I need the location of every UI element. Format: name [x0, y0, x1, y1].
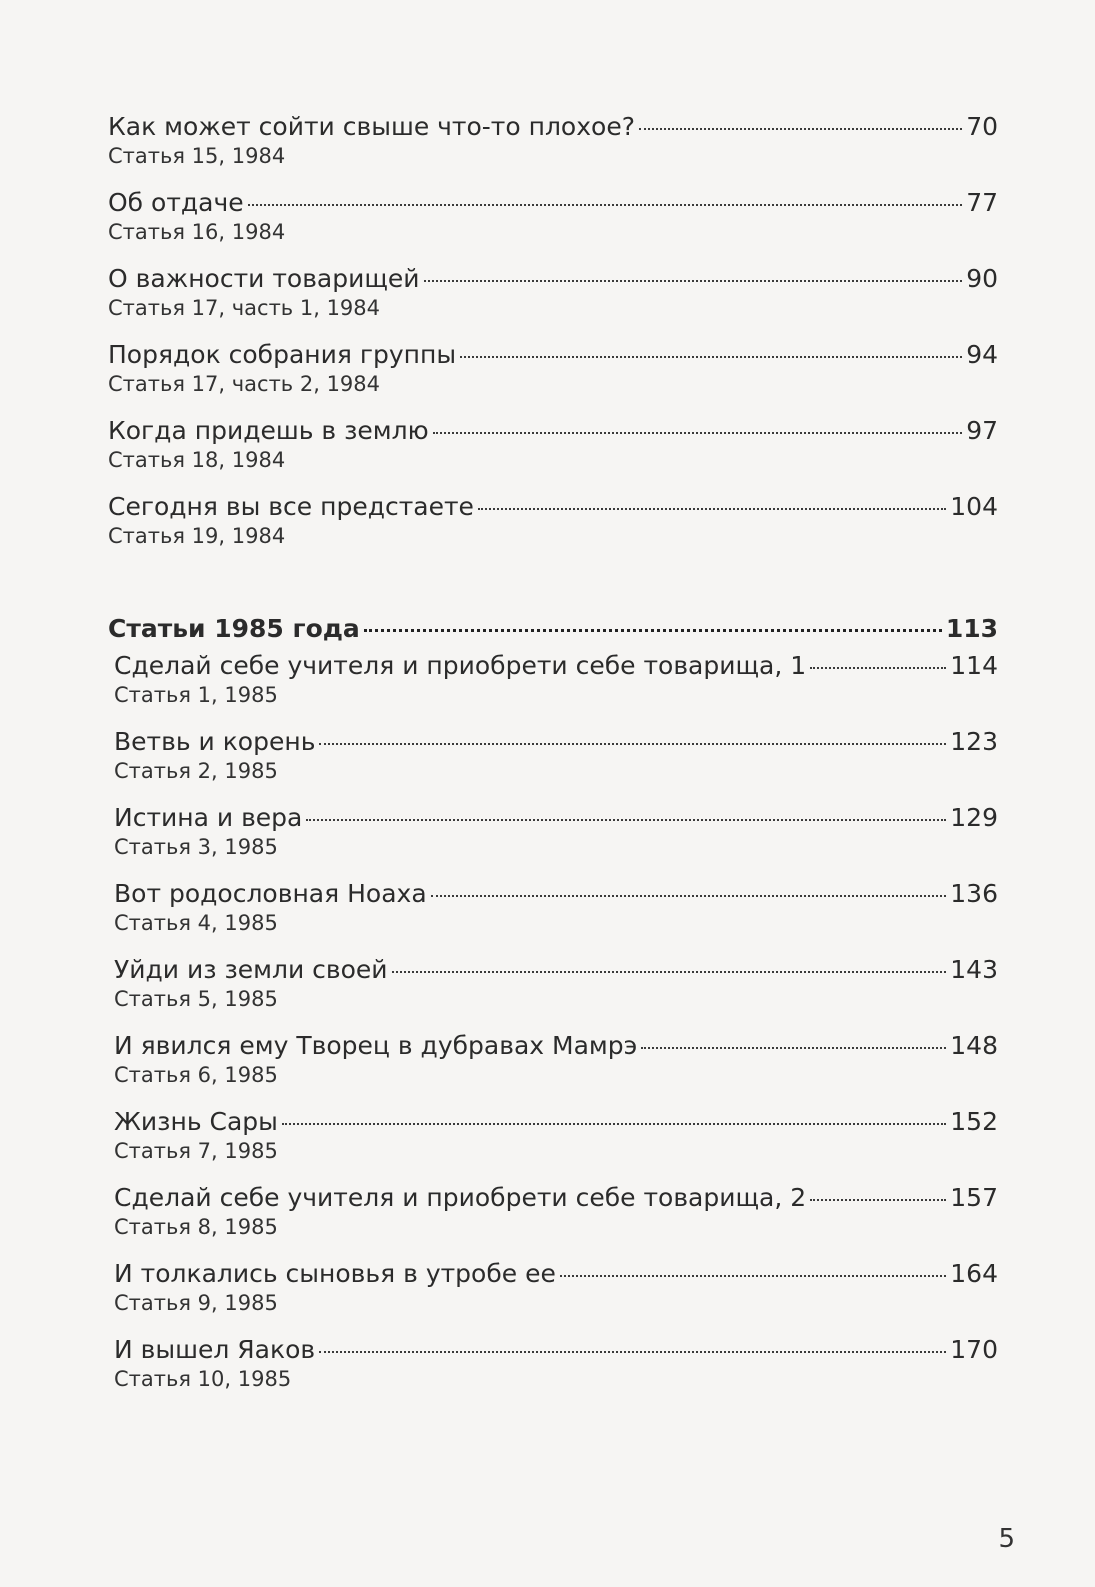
toc-entry [108, 877, 998, 937]
toc-entry-title: Истина и вера [114, 803, 303, 832]
dot-leader [282, 1121, 946, 1125]
section-title: Статьи 1985 года [108, 614, 360, 643]
toc-entry [108, 186, 998, 246]
toc-entry-title: Сделай себе учителя и приобрети себе товарища, 2 [114, 1183, 807, 1212]
toc-entry-page: 143 [950, 955, 998, 984]
toc-entry-title: Порядок собрания группы [108, 340, 457, 369]
toc-entry-subtitle: Статья 19, 1984 [108, 524, 286, 548]
toc-entry-title: Об отдаче [108, 188, 244, 217]
toc-entry-subtitle: Статья 18, 1984 [108, 448, 286, 472]
toc-entry-subtitle: Статья 15, 1984 [108, 144, 286, 168]
dot-leader [560, 1273, 946, 1277]
toc-entry-subtitle: Статья 17, часть 2, 1984 [108, 372, 381, 396]
toc-entry [108, 490, 998, 550]
dot-leader [433, 430, 963, 434]
dot-leader [306, 817, 946, 821]
toc-entry-title: О важности товарищей [108, 264, 420, 293]
toc-entry-subtitle: Статья 17, часть 1, 1984 [108, 296, 381, 320]
toc-entry-title: И толкались сыновья в утробе ее [114, 1259, 556, 1288]
toc-entry-page: 136 [950, 879, 998, 908]
toc-entry-subtitle: Статья 2, 1985 [114, 759, 278, 783]
toc-entry-subtitle: Статья 1, 1985 [114, 683, 278, 707]
toc-entry-page: 170 [950, 1335, 998, 1364]
toc-entry [108, 1181, 998, 1241]
dot-leader [639, 126, 962, 130]
dot-leader [460, 354, 962, 358]
toc-entry-title: Ветвь и корень [114, 727, 316, 756]
toc-entry-page: 114 [950, 651, 998, 680]
toc-entry-subtitle: Статья 10, 1985 [114, 1367, 292, 1391]
dot-leader [641, 1045, 946, 1049]
toc-entry [108, 262, 998, 322]
toc-entry-page: 70 [966, 112, 998, 141]
dot-leader [478, 506, 946, 510]
toc-entry-page: 152 [950, 1107, 998, 1136]
dot-leader [810, 665, 946, 669]
dot-leader [319, 741, 946, 745]
table-of-contents [108, 110, 998, 1409]
toc-entry-title: И явился ему Творец в дубравах Мамрэ [114, 1031, 638, 1060]
toc-entry [108, 649, 998, 709]
toc-entry-subtitle: Статья 4, 1985 [114, 911, 278, 935]
toc-entry-subtitle: Статья 3, 1985 [114, 835, 278, 859]
toc-entry-page: 157 [950, 1183, 998, 1212]
toc-entry-title: Уйди из земли своей [114, 955, 388, 984]
toc-entry-title: Жизнь Сары [114, 1107, 278, 1136]
toc-entry-page: 129 [950, 803, 998, 832]
dot-leader [364, 627, 942, 632]
toc-entry-title: Сегодня вы все предстаете [108, 492, 474, 521]
toc-entry-page: 94 [966, 340, 998, 369]
toc-entry-subtitle: Статья 7, 1985 [114, 1139, 278, 1163]
dot-leader [424, 278, 963, 282]
toc-entry-subtitle: Статья 5, 1985 [114, 987, 278, 1011]
toc-entry-page: 77 [966, 188, 998, 217]
dot-leader [248, 202, 963, 206]
toc-entry-page: 123 [950, 727, 998, 756]
toc-entry [108, 338, 998, 398]
toc-entry-page: 148 [950, 1031, 998, 1060]
dot-leader [392, 969, 947, 973]
toc-entry [108, 1257, 998, 1317]
toc-entry [108, 1105, 998, 1165]
toc-entry-page: 104 [950, 492, 998, 521]
dot-leader [319, 1349, 946, 1353]
toc-entry [108, 110, 998, 170]
toc-entry-subtitle: Статья 16, 1984 [108, 220, 286, 244]
toc-entry [108, 414, 998, 474]
toc-entry [108, 801, 998, 861]
toc-entry-subtitle: Статья 9, 1985 [114, 1291, 278, 1315]
toc-entry [108, 725, 998, 785]
toc-entry-page: 164 [950, 1259, 998, 1288]
section-page: 113 [945, 614, 998, 643]
toc-entry-title: Сделай себе учителя и приобрети себе товарища, 1 [114, 651, 807, 680]
toc-entry-subtitle: Статья 6, 1985 [114, 1063, 278, 1087]
toc-entry-title: Вот родословная Ноаха [114, 879, 427, 908]
toc-entry-title: И вышел Яаков [114, 1335, 316, 1364]
toc-entry [108, 1029, 998, 1089]
toc-entry [108, 1333, 998, 1393]
toc-entry [108, 953, 998, 1013]
toc-section-heading [108, 612, 998, 645]
toc-entry-title: Когда придешь в землю [108, 416, 429, 445]
toc-entry-title: Как может сойти свыше что-то плохое? [108, 112, 635, 141]
toc-entry-subtitle: Статья 8, 1985 [114, 1215, 278, 1239]
dot-leader [810, 1197, 946, 1201]
dot-leader [431, 893, 947, 897]
toc-entry-page: 90 [966, 264, 998, 293]
page-number: 5 [998, 1524, 1015, 1554]
toc-entry-page: 97 [966, 416, 998, 445]
